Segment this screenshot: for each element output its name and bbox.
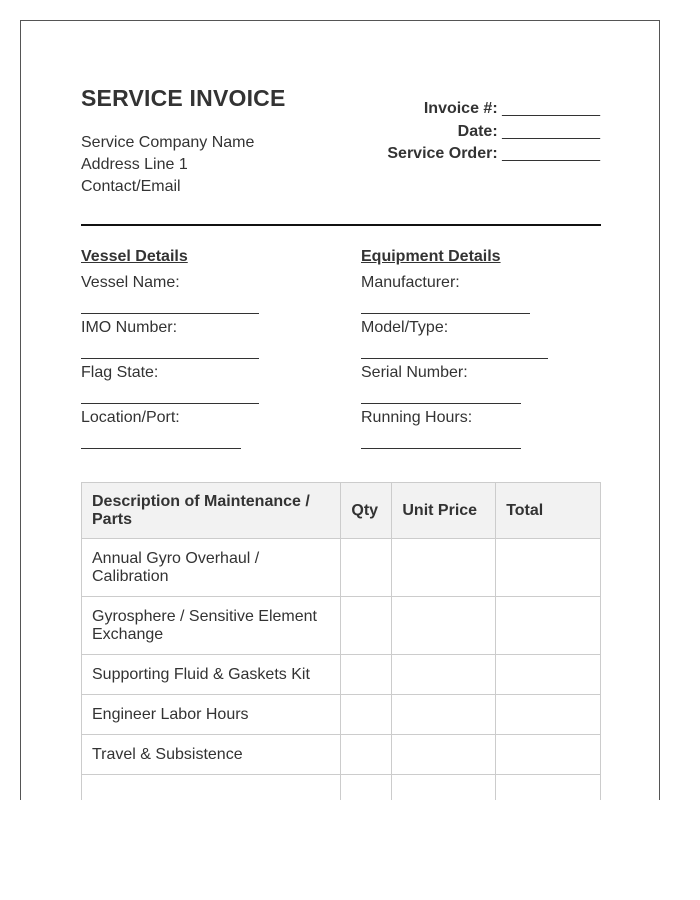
row-description: Gyrosphere / Sensitive Element Exchange: [82, 597, 341, 655]
model-type-label: Model/Type:: [361, 319, 449, 336]
row-total-cell[interactable]: [496, 735, 601, 775]
line-items-table: [81, 482, 601, 800]
vessel-name-blank[interactable]: [81, 313, 259, 314]
vessel-details-heading: Vessel Details: [81, 248, 188, 265]
location-port-blank[interactable]: [81, 448, 241, 449]
manufacturer-label: Manufacturer:: [361, 274, 460, 291]
row-description: Supporting Fluid & Gaskets Kit: [82, 655, 341, 695]
table-row: [82, 775, 601, 801]
row-unit-price-cell[interactable]: [392, 735, 496, 775]
table-row: [82, 597, 601, 655]
imo-number-label: IMO Number:: [81, 319, 178, 336]
model-type-field: [361, 316, 501, 361]
manufacturer-field: [361, 271, 501, 316]
model-type-blank[interactable]: [361, 358, 548, 359]
flag-state-blank[interactable]: [81, 403, 259, 404]
table-row: [82, 735, 601, 775]
date-label: Date:: [457, 122, 498, 140]
table-row: [82, 655, 601, 695]
vessel-name-label: Vessel Name:: [81, 274, 180, 291]
row-unit-price-cell[interactable]: [392, 695, 496, 735]
invoice-number-blank[interactable]: ___________: [502, 100, 600, 117]
equipment-details-section: [361, 247, 501, 451]
date-row: [387, 121, 600, 144]
row-total-cell[interactable]: [496, 597, 601, 655]
row-description: Engineer Labor Hours: [82, 695, 341, 735]
row-qty-cell[interactable]: [341, 655, 392, 695]
company-name: Service Company Name: [81, 134, 255, 151]
location-port-field: [81, 406, 188, 451]
row-unit-price-cell[interactable]: [392, 539, 496, 597]
row-description: Travel & Subsistence: [82, 735, 341, 775]
row-qty-cell[interactable]: [341, 539, 392, 597]
running-hours-blank[interactable]: [361, 448, 521, 449]
service-order-row: [387, 143, 600, 166]
date-blank[interactable]: ___________: [502, 122, 600, 140]
row-total-cell[interactable]: [496, 539, 601, 597]
header-description: Description of Maintenance / Parts: [82, 483, 341, 539]
row-total-cell[interactable]: [496, 775, 601, 801]
imo-number-blank[interactable]: [81, 358, 259, 359]
invoice-title: SERVICE INVOICE: [81, 85, 286, 111]
row-qty-cell[interactable]: [341, 695, 392, 735]
invoice-page: [20, 20, 660, 800]
service-order-label: Service Order:: [387, 145, 498, 162]
row-qty-cell[interactable]: [341, 775, 392, 801]
company-address: Address Line 1: [81, 156, 188, 173]
table-header-row: [82, 483, 601, 539]
serial-number-label: Serial Number:: [361, 364, 468, 381]
row-total-cell[interactable]: [496, 695, 601, 735]
row-description[interactable]: [82, 775, 341, 801]
row-qty-cell[interactable]: [341, 735, 392, 775]
invoice-number-row: [387, 98, 600, 121]
flag-state-field: [81, 361, 188, 406]
header-divider: [81, 224, 601, 226]
header-total: Total: [496, 483, 601, 539]
running-hours-field: [361, 406, 501, 451]
serial-number-blank[interactable]: [361, 403, 521, 404]
row-qty-cell[interactable]: [341, 597, 392, 655]
company-contact: Contact/Email: [81, 178, 181, 195]
flag-state-label: Flag State:: [81, 364, 159, 381]
location-port-label: Location/Port:: [81, 409, 180, 426]
header-qty: Qty: [341, 483, 392, 539]
service-order-blank[interactable]: ___________: [502, 145, 600, 162]
row-unit-price-cell[interactable]: [392, 775, 496, 801]
row-unit-price-cell[interactable]: [392, 655, 496, 695]
row-description: Annual Gyro Overhaul / Calibration: [82, 539, 341, 597]
row-total-cell[interactable]: [496, 655, 601, 695]
serial-number-field: [361, 361, 501, 406]
invoice-meta: [387, 98, 600, 166]
table-row: [82, 695, 601, 735]
manufacturer-blank[interactable]: [361, 313, 530, 314]
company-block: [81, 132, 254, 198]
invoice-number-label: Invoice #:: [423, 100, 498, 117]
header-unit-price: Unit Price: [392, 483, 496, 539]
imo-number-field: [81, 316, 188, 361]
row-unit-price-cell[interactable]: [392, 597, 496, 655]
table-row: [82, 539, 601, 597]
equipment-details-heading: Equipment Details: [361, 248, 501, 265]
running-hours-label: Running Hours:: [361, 409, 473, 426]
vessel-details-section: [81, 247, 188, 451]
vessel-name-field: [81, 271, 188, 316]
